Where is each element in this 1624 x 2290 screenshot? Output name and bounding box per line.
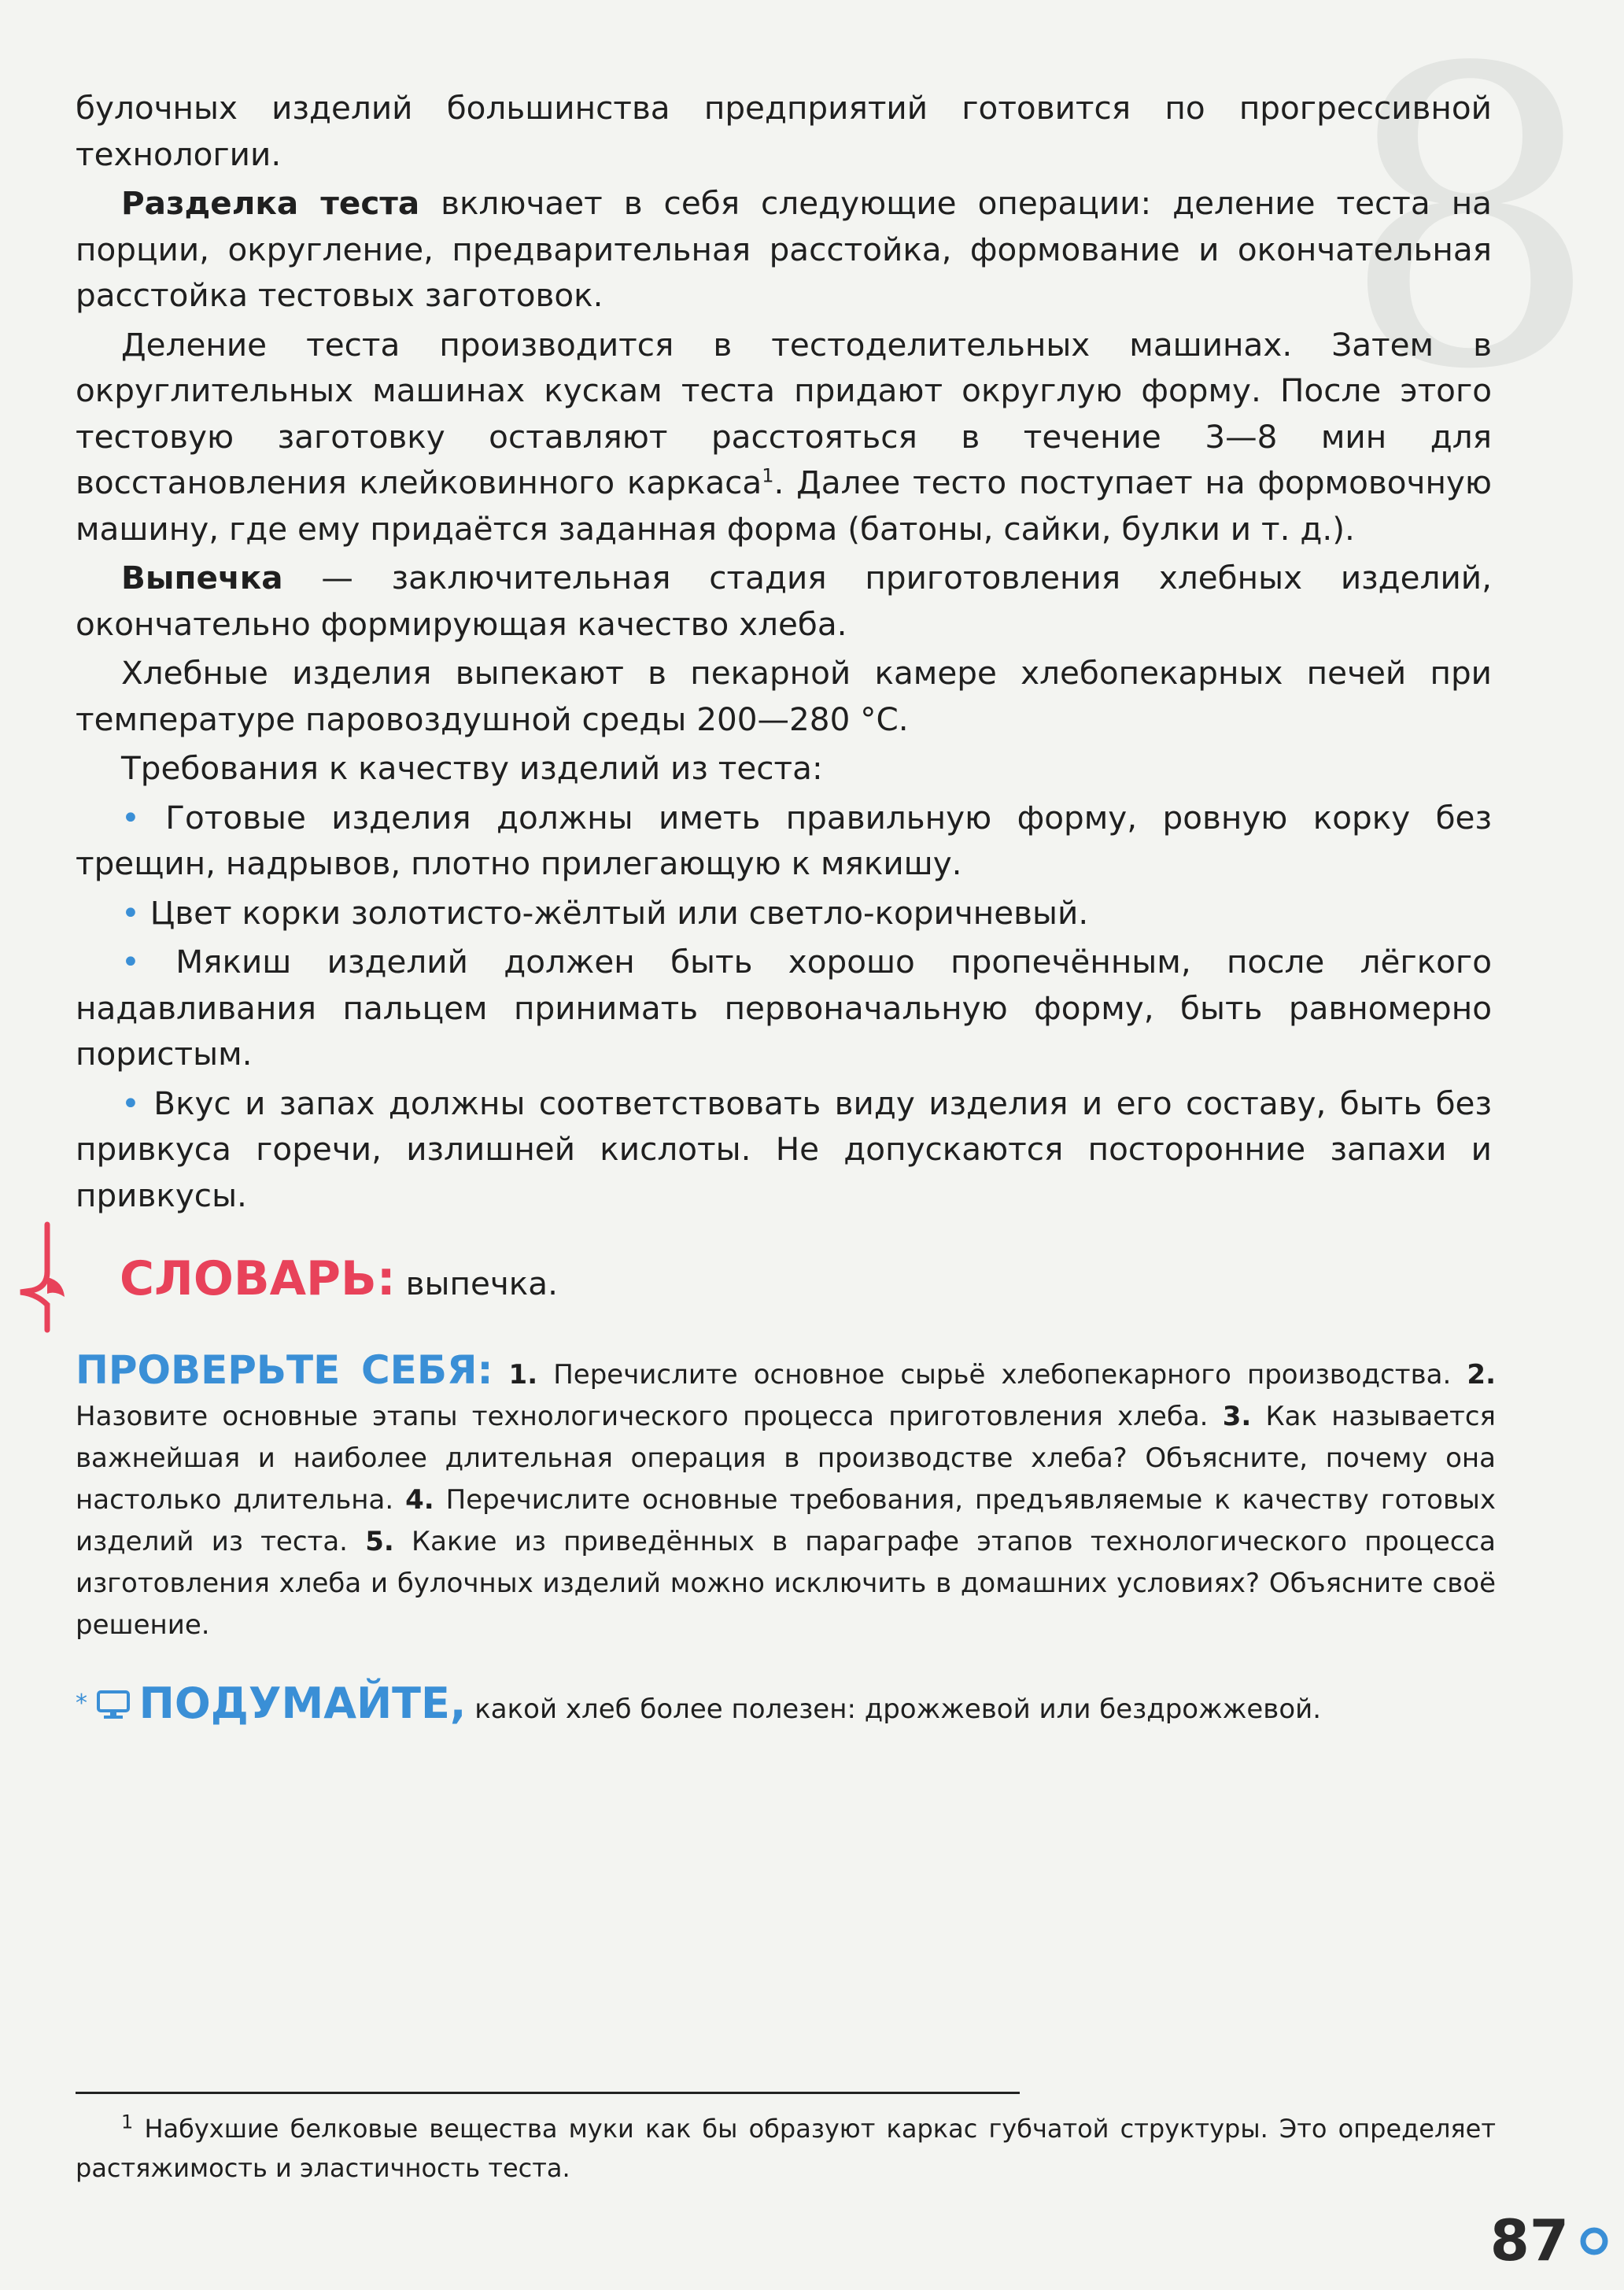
main-text bbox=[76, 85, 1492, 1218]
paragraph-oven: Хлебные изделия выпекают в пекарной камере хлебопекарных печей при температуре паровоздушной среды 200—280 °С. bbox=[76, 654, 1492, 738]
think-question: какой хлеб более полезен: дрожжевой или бездрожжевой. bbox=[466, 1693, 1322, 1725]
footnote-divider bbox=[76, 2092, 1020, 2094]
check-yourself-block: ПРОВЕРЬТЕ СЕБЯ: 1. Перечислите основное сырьё хлебопекарного производства. 2. Назовите основные этапы технологического процесса приготовления хлеба. 3. Как называется важнейшая и наиболее длительная операция в производстве хлеба? Объясните, почему она настолько длительна. 4. Перечислите основные требования, предъявляемые к качеству готовых изделий из теста. 5. Какие из приведённых в параграфе этапов технологического процесса изготовления хлеба и булочных изделий можно исключить в домашних условиях? Объясните своё решение. bbox=[76, 1347, 1496, 1641]
background-section-number: 8 bbox=[1340, 0, 1600, 459]
bullet-item: • Готовые изделия должны иметь правильную форму, ровную корку без трещин, надрывов, плотно прилегающую к мякишу. bbox=[76, 798, 1492, 882]
dictionary-marker-icon bbox=[16, 1218, 72, 1336]
think-block bbox=[76, 1676, 1496, 1737]
bullet-item: • Цвет корки золотисто-жёлтый или светло-коричневый. bbox=[121, 893, 1089, 932]
question-4: Перечислите основные требования, предъявляемые к качеству готовых изделий из теста. bbox=[76, 1484, 1496, 1557]
asterisk-icon: * bbox=[76, 1690, 87, 1717]
question-1: Перечислите основное сырьё хлебопекарного производства. bbox=[537, 1359, 1467, 1391]
bullet-dot-icon: • bbox=[121, 798, 166, 837]
question-2: Назовите основные этапы технологического процесса приготовления хлеба. bbox=[76, 1401, 1223, 1432]
bullet-dot-icon: • bbox=[121, 1084, 154, 1122]
paragraph-dividing: Деление теста производится в тестоделительных машинах. Затем в округлительных машинах кускам теста придают округлую форму. После этого тестовую заготовку оставляют расстояться в течение 3—8 мин для восстановления клейковинного каркаса$^1$. Далее тесто поступает на формовочную машину, где ему придаётся заданная форма (батоны, сайки, булки и т. д.). bbox=[76, 325, 1492, 548]
bullet-dot-icon: • bbox=[121, 893, 150, 932]
paragraph-requirements: Требования к качеству изделий из теста: bbox=[121, 749, 823, 787]
bullet-item: • Вкус и запах должны соответствовать виду изделия и его составу, быть без привкуса горечи, излишней кислоты. Не допускаются посторонние запахи и привкусы. bbox=[76, 1084, 1493, 1214]
paragraph-baking: Выпечка — заключительная стадия приготовления хлебных изделий, окончательно формирующая качество хлеба. bbox=[76, 559, 1492, 643]
term-dough-division: Разделка теста bbox=[121, 184, 420, 222]
bullet-dot-icon: • bbox=[121, 943, 176, 981]
footnote-ref: 1 bbox=[762, 464, 774, 487]
check-yourself-title: ПРОВЕРЬТЕ СЕБЯ: bbox=[76, 1347, 493, 1393]
think-title: ПОДУМАЙТЕ, bbox=[138, 1679, 467, 1728]
question-5: Какие из приведённых в параграфе этапов технологического процесса изготовления хлеба и булочных изделий можно исключить в домашних условиях? Объясните своё решение. bbox=[76, 1526, 1496, 1641]
footnote: $^1$ Набухшие белковые вещества муки как бы образуют каркас губчатой структуры. Это определяет растяжимость и эластичность теста. bbox=[76, 2111, 1496, 2183]
dictionary-block bbox=[120, 1251, 558, 1311]
question-3: Как называется важнейшая и наиболее длительная операция в производстве хлеба? Объясните, почему она настолько длительна. bbox=[76, 1401, 1496, 1516]
paragraph-0: булочных изделий большинства предприятий готовится по прогрессивной технологии. bbox=[76, 89, 1492, 173]
paragraph-dough-division: Разделка теста включает в себя следующие операции: деление теста на порции, округление, предварительная расстойка, формование и окончательная расстойка тестовых заготовок. bbox=[76, 184, 1492, 314]
term-baking: Выпечка bbox=[121, 559, 283, 597]
page-number: 87 bbox=[1489, 2207, 1569, 2273]
computer-icon bbox=[96, 1690, 131, 1721]
bullet-item: • Мякиш изделий должен быть хорошо пропечённым, после лёгкого надавливания пальцем принимать первоначальную форму, быть равномерно пористым. bbox=[76, 943, 1492, 1073]
dictionary-term: выпечка. bbox=[405, 1265, 558, 1302]
dictionary-title: СЛОВАРЬ: bbox=[120, 1251, 396, 1306]
page-marker-icon bbox=[1578, 2225, 1610, 2257]
